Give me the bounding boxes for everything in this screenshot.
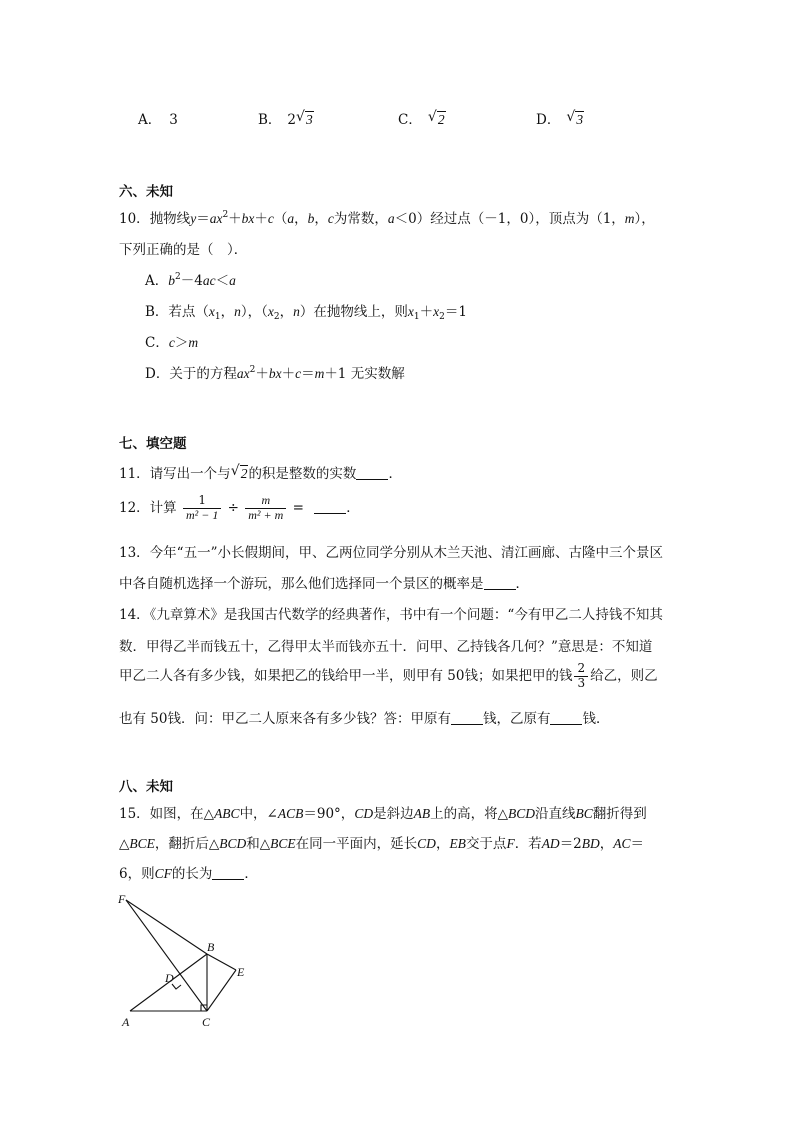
q9-option-c [398,108,446,128]
q15-line1: 15．如图，在△ABC中，∠ACB＝90°，CD是斜边AB上的高，将△BCD沿直线BC翻折得到 [119,806,647,822]
segment-CE [207,970,236,1011]
geometry-figure [110,888,260,1033]
label-E: E [237,965,245,979]
section-8-title: 八、未知 [119,779,173,795]
sqrt-expr: √ 2 [230,463,248,481]
q10-line2: 下列正确的是（ ）． [119,242,248,258]
segment-FC [126,900,207,1011]
answer-blank[interactable] [314,501,346,514]
section-6-title: 六、未知 [119,184,173,200]
option-label: A． [138,112,162,128]
sqrt-expr: √ 2 [427,109,445,127]
answer-blank[interactable] [550,712,582,725]
q14-line1: 14．《九章算术》是我国古代数学的经典著作，书中有一个问题：“今有甲乙二人持钱不知其 [119,607,663,623]
label-D: D [165,971,174,985]
option-value: 3 [169,112,178,128]
label-B: B [207,940,215,954]
answer-blank[interactable] [356,467,388,480]
q10-option-c: C．c＞m [145,335,199,351]
q10-option-d: D．关于的方程$ax^2+bx+c=m+1$ 无实数解 [145,365,405,382]
fraction-1: $\frac{1}{\text{m² − 1}}$ [183,494,221,523]
sqrt-expr: √ 3 [566,109,584,127]
option-label: C． [398,112,422,128]
q14-line3: 甲乙二人各有多少钱，如果把乙的钱给甲一半，则甲有 50钱；如果把甲的钱 $\frac{2}{3}$ 给乙，则乙 [119,661,658,690]
q12: 12．计算 $\frac{1}{\text{m² − 1}}$ ÷ $\frac{m}{\text{m² + m}}$ = ． [119,493,360,522]
q9-option-d [536,108,584,128]
q14-line2: 数．甲得乙半而钱五十，乙得甲太半而钱亦五十．问甲、乙持钱各几何？”意思是：不知道 [119,639,653,655]
answer-blank[interactable] [212,867,244,880]
q15-line2: △BCE，翻折后△BCD和△BCE在同一平面内，延长CD，EB交于点F．若AD＝2BD，AC＝ [119,836,645,852]
q13-line1: 13．今年“五一”小长假期间，甲、乙两位同学分别从木兰天池、清江画廊、古隆中三个景区 [119,545,663,561]
label-F: F [118,892,126,906]
label-C: C [202,1015,211,1029]
section-7-title: 七、填空题 [119,436,187,452]
q10-line1: 10．抛物线$y=ax^2+bx+c(a$，b，c为常数，a＜0）经过点（－1，0），顶点为（1，m）， [119,210,655,227]
option-label: D． [536,112,561,128]
q9-option-a [138,108,178,128]
q10-option-b: B．若点（$x_1$，n），（$x_2$，n）在抛物线上，则$x_1+x_2=1$ [145,304,467,322]
sqrt-expr: √ 3 [296,109,313,127]
segment-BE [207,954,236,970]
q9-option-b [258,108,314,128]
q10-option-a: A．$b^2-4ac<a$ [145,272,236,289]
option-label: B． [258,112,282,128]
option-coef: 2 [287,112,297,128]
q13-line2: 中各自随机选择一个游玩，那么他们选择同一个景区的概率是 ． [119,576,529,592]
answer-blank[interactable] [451,712,483,725]
q11: 11．请写出一个与 √ 2的积是整数的实数 ． [119,463,402,482]
q14-line4: 也有 50钱．问：甲乙二人原来各有多少钱？答：甲原有 钱，乙原有 钱． [119,711,610,727]
segment-FB [126,900,207,954]
label-A: A [122,1015,130,1029]
q15-line3: 6，则CF的长为 ． [119,866,258,882]
answer-blank[interactable] [484,577,516,590]
fraction-2: $\frac{m}{\text{m² + m}}$ [245,494,286,523]
fraction-two-thirds: $\frac{2}{3}$ [574,662,588,691]
